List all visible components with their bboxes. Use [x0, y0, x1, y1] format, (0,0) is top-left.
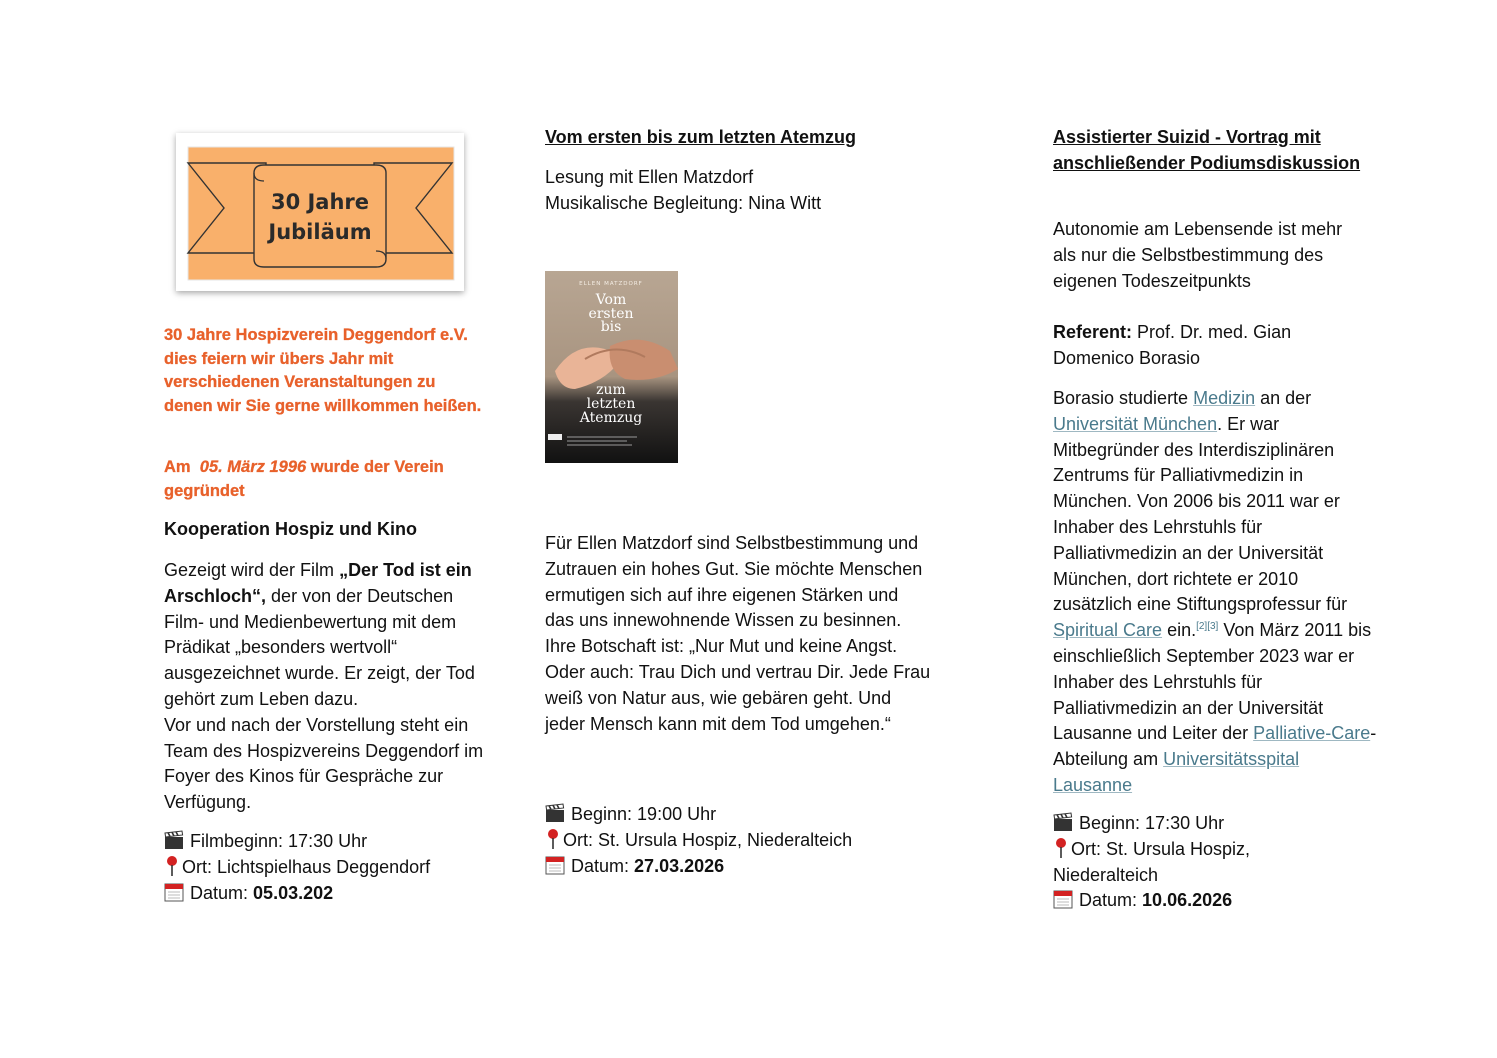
- start-time: Beginn: 19:00 Uhr: [545, 802, 931, 828]
- lecture-intro: Autonomie am Lebensende ist mehr als nur die Selbstbestimmung des eigenen Todeszeitpunkts: [1053, 219, 1343, 291]
- svg-text:Vom: Vom: [595, 292, 627, 308]
- banner-line1: 30 Jahre: [270, 190, 370, 214]
- speaker-bio: Borasio studierte Medizin an der Universität München. Er war Mitbegründer des Interdisziplinären Zentrums für Palliativmedizin in München. Von 2006 bis 2011 war er Inhaber des Lehrstuhls für Palliativmedizin an der Universität München, dort richtete er 2010 zusätzlich eine Stiftungsprofessur für Spiritual Care ein.[2][3] Von März 2011 bis einschließlich September 2023 war er Inhaber des Lehrstuhls für Palliativmedizin an der Universität Lausanne und Leiter der Palliative-Care-Abteilung am Universitätsspital Lausanne: [1053, 388, 1377, 795]
- book-cover-image: [545, 271, 678, 471]
- pin-icon: [1055, 837, 1067, 859]
- location: Ort: St. Ursula Hospiz, Niederalteich: [1053, 838, 1251, 885]
- speaker-name: Prof. Dr. med. Gian Domenico Borasio: [1053, 322, 1292, 368]
- jubilee-banner-image: [176, 133, 464, 291]
- link-spiritual-care[interactable]: Spiritual Care: [1053, 620, 1163, 641]
- book-author: ELLEN MATZDORF: [579, 281, 643, 287]
- calendar-icon: [545, 855, 565, 875]
- speaker-label: Referent:: [1053, 322, 1133, 342]
- svg-text:bis: bis: [600, 319, 622, 335]
- svg-text:letzten: letzten: [586, 396, 636, 412]
- reading-event-info: [545, 802, 931, 879]
- calendar-icon: [164, 882, 184, 902]
- svg-text:Atemzug: Atemzug: [579, 410, 643, 426]
- reading-description: Für Ellen Matzdorf sind Selbstbestimmung und Zutrauen ein hohes Gut. Sie möchte Menschen ermutigen sich auf ihre eigenen Stärken und das uns innewohnende Wissen zu besinnen. Ihre Botschaft ist: „Nur Mut und keine Angst. Oder auch: Trau Dich und vertrau Dir. Jede Frau weiß von Natur aus, wie gebären geht. Und jeder Mensch kann mit dem Tod umgehen.“: [545, 533, 931, 734]
- kino-heading: Kooperation Hospiz und Kino: [164, 519, 417, 539]
- lecture-event-info: [1053, 811, 1313, 914]
- founded-date: 05. März 1996: [199, 458, 307, 476]
- link-palliative-care[interactable]: Palliative-Care: [1253, 723, 1371, 744]
- clapperboard-icon: [164, 830, 184, 850]
- footnote-refs[interactable]: [2][3]: [1196, 621, 1219, 633]
- reading-line1: Lesung mit Ellen Matzdorf: [545, 167, 754, 187]
- reading-line2: Musikalische Begleitung: Nina Witt: [545, 193, 822, 213]
- link-universitaetsspital-lausanne[interactable]: Universitätsspital Lausanne: [1053, 749, 1300, 795]
- jubilee-intro: 30 Jahre Hospizverein Deggendorf e.V. dies feiern wir übers Jahr mit verschiedenen Veranstaltungen zu denen wir Sie gerne willkommen heißen.: [164, 326, 482, 415]
- date: Datum: 10.06.2026: [1053, 888, 1313, 914]
- start-time: Beginn: 17:30 Uhr: [1053, 811, 1313, 837]
- kino-description: Gezeigt wird der Film „Der Tod ist ein Arschloch“, der von der Deutschen Film- und Medienbewertung mit dem Prädikat „besonders wertvoll“ ausgezeichnet wurde. Er zeigt, der Tod gehört zum Leben dazu. Vor und nach der Vorstellung steht ein Team des Hospizvereins Deggendorf im Foyer des Kinos für Gespräche zur Verfügung.: [164, 560, 484, 813]
- date: Datum: 27.03.2026: [545, 854, 931, 880]
- founded-note: Am 05. März 1996 wurde der Verein gegründet: [164, 458, 444, 500]
- location: Ort: Lichtspielhaus Deggendorf: [164, 855, 494, 881]
- calendar-icon: [1053, 889, 1073, 909]
- date: Datum: 05.03.202: [164, 881, 494, 907]
- link-medizin[interactable]: Medizin: [1193, 388, 1256, 408]
- clapperboard-icon: [545, 803, 565, 823]
- location: Ort: St. Ursula Hospiz, Niederalteich: [545, 828, 931, 854]
- pin-icon: [166, 855, 178, 877]
- kino-event-info: [164, 829, 494, 906]
- speaker: [1053, 320, 1333, 372]
- lecture-title: Assistierter Suizid - Vortrag mit anschließender Podiumsdiskussion: [1053, 127, 1361, 173]
- svg-text:ersten: ersten: [588, 306, 634, 322]
- reading-title: Vom ersten bis zum letzten Atemzug: [545, 127, 857, 147]
- banner-line2: Jubiläum: [268, 220, 372, 244]
- link-universitaet-muenchen[interactable]: Universität München: [1053, 413, 1218, 434]
- film-title: „Der Tod ist ein Arschloch“,: [164, 560, 472, 606]
- clapperboard-icon: [1053, 812, 1073, 832]
- pin-icon: [547, 828, 559, 850]
- start-time: Filmbeginn: 17:30 Uhr: [164, 829, 494, 855]
- svg-text:zum: zum: [596, 382, 626, 398]
